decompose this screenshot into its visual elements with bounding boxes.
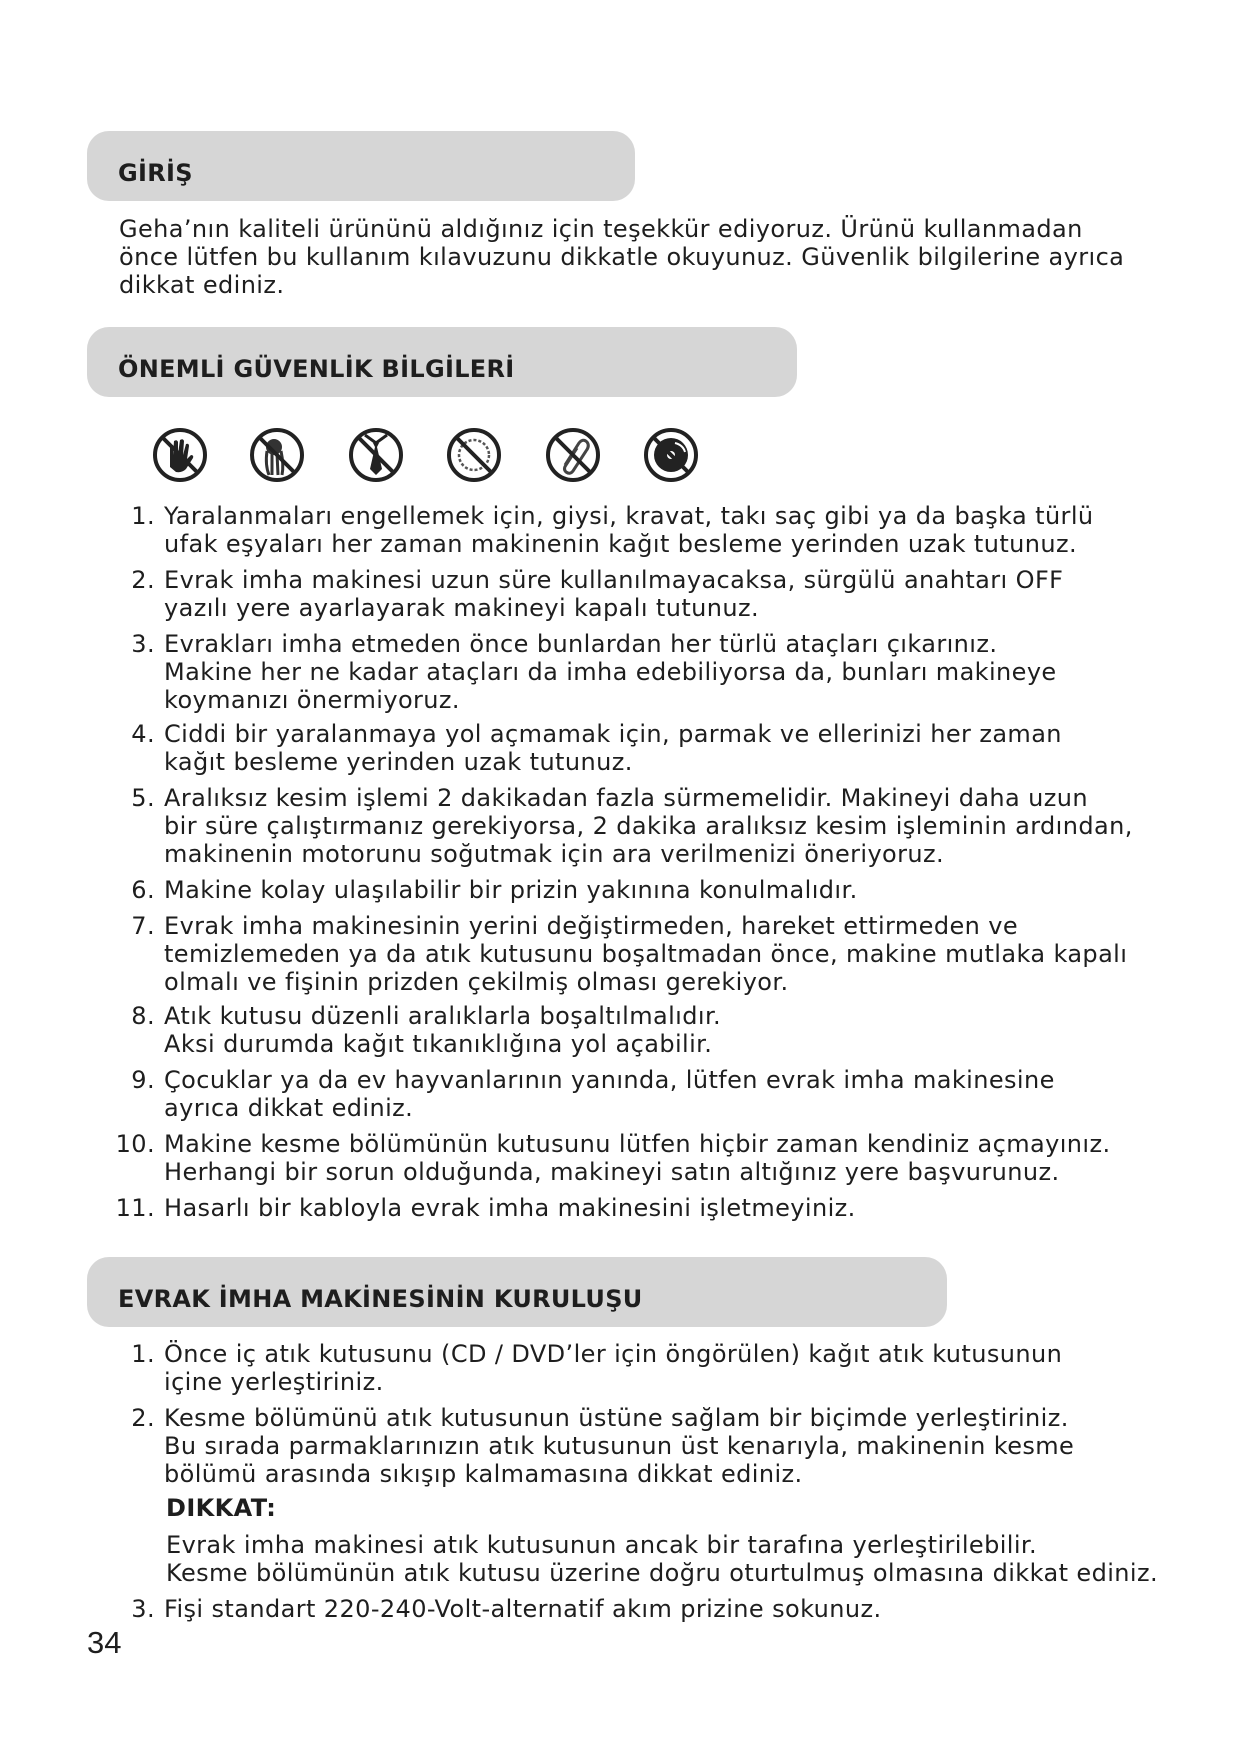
list-item-number: 9. (131, 1066, 155, 1094)
section-heading-setup (87, 1257, 947, 1327)
list-item-text: Çocuklar ya da ev hayvanlarının yanında, lütfen evrak imha makinesine ayrıca dikkat ediniz. (164, 1066, 1055, 1122)
no-hair-icon (247, 425, 307, 485)
list-item-text: Atık kutusu düzenli aralıklarla boşaltılmalıdır. Aksi durumda kağıt tıkanıklığına yol açabilir. (164, 1002, 722, 1058)
caution-text: Evrak imha makinesi atık kutusunun ancak bir tarafına yerleştirilebilir. Kesme bölümünün atık kutusu üzerine doğru oturtulmuş olmasına dikkat ediniz. (166, 1531, 1158, 1587)
list-item-number: 6. (131, 876, 155, 904)
intro-paragraph: Geha’nın kaliteli ürününü aldığınız için teşekkür ediyoruz. Ürünü kullanmadan önce lütfen bu kullanım kılavuzunu dikkatle okuyunuz. Güvenlik bilgilerine ayrıca dikkat ediniz. (119, 215, 1125, 299)
list-item-number: 1. (131, 1340, 155, 1368)
list-item-number: 7. (131, 912, 155, 940)
no-cd-icon (641, 425, 701, 485)
list-item-text: Önce iç atık kutusunu (CD / DVD’ler için öngörülen) kağıt atık kutusunun içine yerleştiriniz. (164, 1340, 1063, 1396)
list-item-text: Fişi standart 220-240-Volt-alternatif akım prizine sokunuz. (164, 1595, 882, 1623)
section-heading-setup-text: EVRAK İMHA MAKİNESİNİN KURULUŞU (118, 1285, 643, 1313)
list-item-text: Makine kolay ulaşılabilir bir prizin yakınına konulmalıdır. (164, 876, 858, 904)
list-item-text: Hasarlı bir kabloyla evrak imha makinesini işletmeyiniz. (164, 1194, 856, 1222)
list-item-number: 11. (115, 1194, 155, 1222)
no-paperclip-icon (543, 425, 603, 485)
section-heading-safety (87, 327, 797, 397)
caution-title: DIKKAT: (166, 1494, 277, 1522)
section-heading-intro (87, 131, 635, 201)
list-item-number: 10. (115, 1130, 155, 1158)
list-item-number: 3. (131, 630, 155, 658)
no-jewelry-icon (444, 425, 504, 485)
no-hand-icon (150, 425, 210, 485)
list-item-text: Kesme bölümünü atık kutusunun üstüne sağlam bir biçimde yerleştiriniz. Bu sırada parmaklarınızın atık kutusunun üst kenarıyla, makinenin kesme bölümü arasında sıkışıp kalmamasına dikkat ediniz. (164, 1404, 1075, 1488)
section-heading-intro-text: GİRİŞ (118, 159, 193, 187)
list-item-text: Evrak imha makinesi uzun süre kullanılmayacaksa, sürgülü anahtarı OFF yazılı yere ayarlayarak makineyi kapalı tutunuz. (164, 566, 1064, 622)
page-number: 34 (87, 1625, 122, 1660)
list-item-number: 8. (131, 1002, 155, 1030)
list-item-text: Makine kesme bölümünün kutusunu lütfen hiçbir zaman kendiniz açmayınız. Herhangi bir sorun olduğunda, makineyi satın altığınız yere başvurunuz. (164, 1130, 1111, 1186)
list-item-text: Yaralanmaları engellemek için, giysi, kravat, takı saç gibi ya da başka türlü ufak eşyaları her zaman makinenin kağıt besleme yerinden uzak tutunuz. (164, 502, 1094, 558)
list-item-number: 2. (131, 566, 155, 594)
list-item-number: 2. (131, 1404, 155, 1432)
list-item-number: 3. (131, 1595, 155, 1623)
list-item-number: 1. (131, 502, 155, 530)
section-heading-safety-text: ÖNEMLİ GÜVENLİK BİLGİLERİ (118, 355, 515, 383)
list-item-text: Evrak imha makinesinin yerini değiştirmeden, hareket ettirmeden ve temizlemeden ya da atık kutusunu boşaltmadan önce, makine mutlaka kapalı olmalı ve fişinin prizden çekilmiş olması gerekiyor. (164, 912, 1128, 996)
list-item-text: Ciddi bir yaralanmaya yol açmamak için, parmak ve ellerinizi her zaman kağıt besleme yerinden uzak tutunuz. (164, 720, 1062, 776)
list-item-number: 5. (131, 784, 155, 812)
safety-icons-row (150, 425, 710, 485)
list-item-number: 4. (131, 720, 155, 748)
list-item-text: Evrakları imha etmeden önce bunlardan her türlü ataçları çıkarınız. Makine her ne kadar ataçları da imha edebiliyorsa da, bunları makineye koymanızı önermiyoruz. (164, 630, 1057, 714)
no-tie-icon (346, 425, 406, 485)
list-item-text: Aralıksız kesim işlemi 2 dakikadan fazla sürmemelidir. Makineyi daha uzun bir süre çalıştırmanız gerekiyorsa, 2 dakika aralıksız kesim işleminin ardından, makinenin motorunu soğutmak için ara verilmenizi öneriyoruz. (164, 784, 1133, 868)
